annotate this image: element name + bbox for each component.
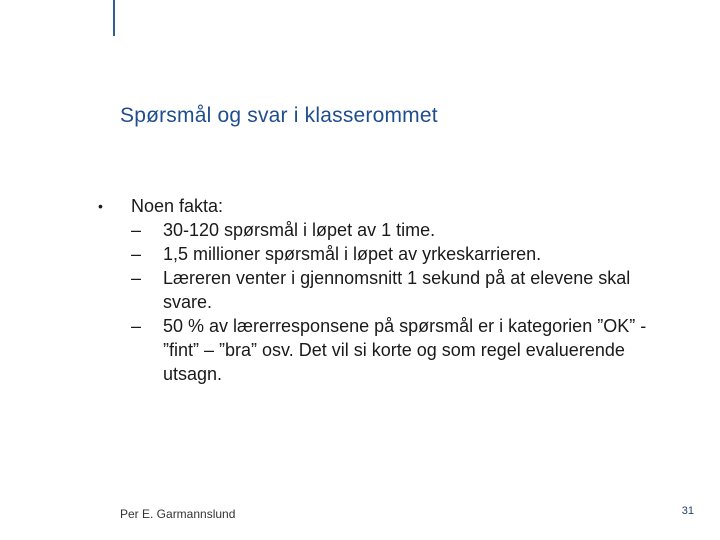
accent-line	[113, 0, 115, 36]
footer-author: Per E. Garmannslund	[120, 507, 236, 521]
sub-item-text: 50 % av lærerresponsene på spørsmål er i kategorien ”OK” - ”fint” – ”bra” osv. Det vil si korte og som regel evaluerende utsagn.	[163, 316, 647, 384]
sub-item-text: Læreren venter i gjennomsnitt 1 sekund på at elevene skal svare.	[163, 268, 631, 312]
dash-icon: –	[131, 244, 142, 264]
bullet-icon: •	[98, 198, 103, 214]
sub-item	[131, 314, 678, 386]
sub-item	[131, 218, 678, 242]
dash-icon: –	[131, 220, 142, 240]
sub-item	[131, 242, 678, 266]
dash-icon: –	[131, 316, 142, 336]
bullet-item	[98, 194, 678, 386]
bullet-text: Noen fakta:	[131, 196, 224, 216]
sub-item-text: 30-120 spørsmål i løpet av 1 time.	[163, 220, 436, 240]
sub-item	[131, 266, 678, 314]
page-number: 31	[681, 505, 694, 517]
slide-title: Spørsmål og svar i klasserommet	[120, 104, 438, 127]
slide-content	[98, 194, 678, 386]
sub-list	[131, 218, 678, 386]
sub-item-text: 1,5 millioner spørsmål i løpet av yrkeskarrieren.	[163, 244, 542, 264]
dash-icon: –	[131, 268, 142, 288]
